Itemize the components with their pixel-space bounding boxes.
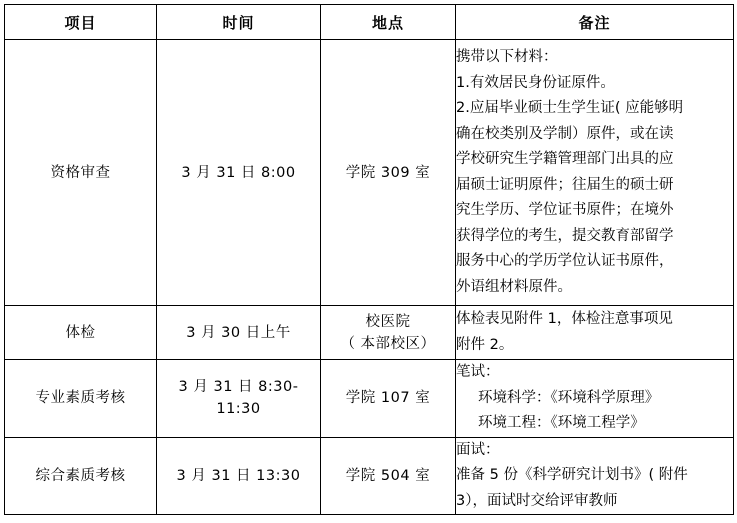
cell-place-line: 学院 107 室	[345, 390, 431, 407]
cell-note	[456, 306, 734, 360]
cell-note	[456, 360, 734, 438]
cell-place-line: 校医院	[365, 313, 411, 330]
note-line: 究生学历、学位证书原件；在境外	[456, 202, 674, 218]
column-header-place: 地点	[321, 5, 456, 40]
table-row	[5, 360, 734, 438]
cell-place	[321, 360, 456, 438]
note-line: 2.应届毕业硕士生学生证( 应能够明	[456, 100, 684, 116]
table-row	[5, 306, 734, 360]
note-line: 环境工程：《环境工程学》	[478, 415, 645, 431]
cell-place	[321, 306, 456, 360]
note-line: 携带以下材料：	[456, 49, 558, 65]
note-line: 环境科学：《环境科学原理》	[478, 389, 660, 406]
cell-time: 3 月 30 日上午	[157, 306, 321, 360]
cell-place-line: 学院 309 室	[345, 164, 431, 181]
note-line: 笔试：	[456, 364, 500, 380]
admission-schedule-table	[4, 4, 734, 515]
note-line: 准备 5 份《科学研究计划书》( 附件	[456, 467, 688, 483]
note-line: 3），面试时交给评审教师	[456, 492, 618, 509]
cell-item: 体检	[5, 306, 157, 360]
note-line: 获得学位的考生，提交教育部留学	[456, 227, 674, 244]
cell-note	[456, 40, 734, 306]
cell-place-line: 学院 504 室	[345, 467, 431, 484]
cell-time: 3 月 31 日 13:30	[157, 437, 321, 515]
note-line: 届硕士证明原件；往届生的硕士研	[456, 176, 674, 193]
cell-place-line: （ 本部校区）	[340, 335, 436, 352]
column-header-note: 备注	[456, 5, 734, 40]
note-line: 体检表见附件 1，体检注意事项见	[456, 311, 673, 327]
note-line: 附件 2。	[456, 336, 514, 353]
cell-item: 资格审查	[5, 40, 157, 306]
cell-note	[456, 437, 734, 515]
note-line: 1.有效居民身份证原件。	[456, 74, 615, 91]
cell-time: 3 月 31 日 8:00	[157, 40, 321, 306]
note-line: 学校研究生学籍管理部门出具的应	[456, 151, 674, 167]
cell-item: 专业素质考核	[5, 360, 157, 438]
cell-place	[321, 40, 456, 306]
note-line: 确在校类别及学制）原件，或在读	[456, 125, 674, 142]
table-row	[5, 40, 734, 306]
cell-place	[321, 437, 456, 515]
table-header-row	[5, 5, 734, 40]
note-line: 外语组材料原件。	[456, 278, 572, 295]
note-line: 服务中心的学历学位认证书原件，	[456, 253, 674, 269]
cell-item: 综合素质考核	[5, 437, 157, 515]
column-header-time: 时间	[157, 5, 321, 40]
table-row	[5, 437, 734, 515]
column-header-item: 项目	[5, 5, 157, 40]
note-line: 面试：	[456, 441, 500, 458]
cell-time: 3 月 31 日 8:30-11:30	[157, 360, 321, 438]
